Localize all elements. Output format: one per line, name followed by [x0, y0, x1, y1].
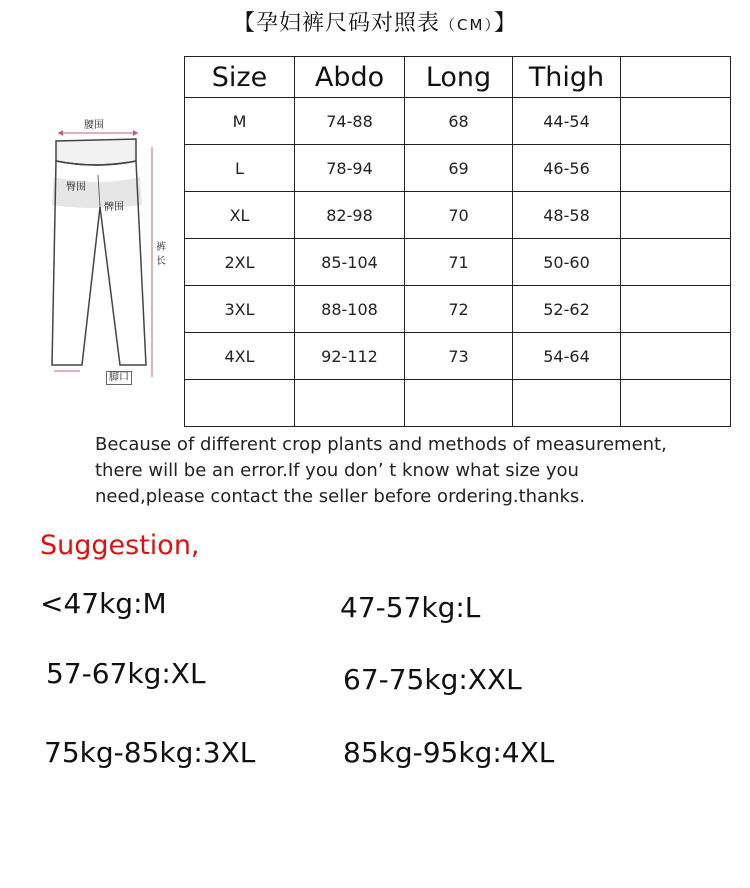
cell-abdo: 82-98 [295, 192, 405, 239]
cell-abdo: 85-104 [295, 239, 405, 286]
cell-thigh: 48-58 [513, 192, 621, 239]
cell-long: 70 [405, 192, 513, 239]
cell-abdo [295, 380, 405, 427]
waist-label: 腰围 [84, 120, 104, 131]
table-row [185, 286, 731, 333]
suggestion-title: Suggestion, [40, 530, 200, 561]
cell-size: L [185, 145, 295, 192]
table-header-row [185, 57, 731, 98]
pants-outline-icon [40, 115, 175, 390]
cell-size: 3XL [185, 286, 295, 333]
cell-empty [621, 333, 731, 380]
length-label-2: 长 [156, 256, 166, 267]
cell-size: M [185, 98, 295, 145]
suggestion-item: 67-75kg:XXL [343, 663, 522, 696]
header-thigh: Thigh [513, 57, 621, 98]
cell-thigh: 52-62 [513, 286, 621, 333]
cell-empty [621, 239, 731, 286]
title-main: 【孕妇裤尺码对照表 [233, 11, 441, 36]
suggestion-item: 47-57kg:L [340, 591, 481, 624]
table-row [185, 333, 731, 380]
hem-label: 脚口 [106, 371, 132, 385]
cell-empty [621, 145, 731, 192]
chart-title [0, 6, 750, 37]
size-table [184, 56, 731, 427]
cell-abdo: 74-88 [295, 98, 405, 145]
cell-size: 4XL [185, 333, 295, 380]
note-line: Because of different crop plants and methods of measurement, [95, 434, 667, 455]
header-long: Long [405, 57, 513, 98]
cell-empty [621, 98, 731, 145]
table-row [185, 380, 731, 427]
cell-empty [621, 380, 731, 427]
header-size: Size [185, 57, 295, 98]
cell-thigh: 44-54 [513, 98, 621, 145]
cell-long: 73 [405, 333, 513, 380]
cell-thigh: 54-64 [513, 333, 621, 380]
note-line: there will be an error.If you don’ t know what size you [95, 460, 579, 481]
header-abdo: Abdo [295, 57, 405, 98]
suggestion-item: 57-67kg:XL [46, 657, 206, 690]
cell-empty [621, 192, 731, 239]
cell-long [405, 380, 513, 427]
cell-size: XL [185, 192, 295, 239]
cell-thigh: 50-60 [513, 239, 621, 286]
cell-long: 72 [405, 286, 513, 333]
header-empty [621, 57, 731, 98]
cell-abdo: 78-94 [295, 145, 405, 192]
pants-diagram [40, 115, 175, 390]
title-unit: （CM） [440, 16, 494, 34]
cell-long: 71 [405, 239, 513, 286]
cell-empty [621, 286, 731, 333]
title-close: 】 [493, 11, 517, 36]
suggestion-item: 75kg-85kg:3XL [44, 736, 256, 769]
cell-long: 69 [405, 145, 513, 192]
cell-abdo: 92-112 [295, 333, 405, 380]
cell-long: 68 [405, 98, 513, 145]
table-row [185, 98, 731, 145]
thigh-label: 髀围 [104, 202, 124, 213]
table-row [185, 192, 731, 239]
cell-thigh: 46-56 [513, 145, 621, 192]
cell-size: 2XL [185, 239, 295, 286]
cell-abdo: 88-108 [295, 286, 405, 333]
note-line: need,please contact the seller before ordering.thanks. [95, 486, 586, 507]
table-row [185, 239, 731, 286]
suggestion-item: <47kg:M [40, 587, 167, 620]
measurement-note [95, 432, 735, 510]
suggestion-item: 85kg-95kg:4XL [343, 736, 555, 769]
cell-thigh [513, 380, 621, 427]
length-label-1: 裤 [156, 242, 166, 253]
table-row [185, 145, 731, 192]
cell-size [185, 380, 295, 427]
hip-label: 臀围 [66, 182, 86, 193]
